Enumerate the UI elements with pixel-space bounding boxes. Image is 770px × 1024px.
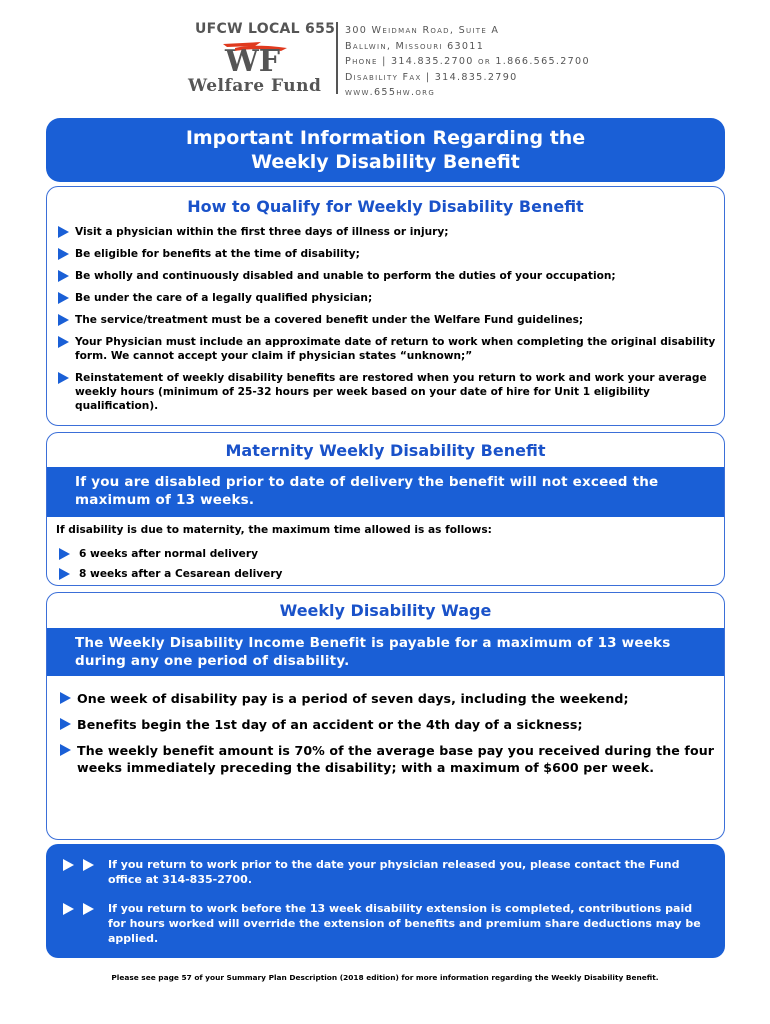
address-line: 300 Weidman Road, Suite A [345, 25, 500, 36]
list-item: Visit a physician within the first three days of illness or injury; [47, 225, 724, 239]
title-line-2: Weekly Disability Benefit [251, 151, 520, 173]
notice-text: If you return to work prior to the date your physician released you, please contact the Fund office at 314-835-2700. [108, 858, 680, 886]
notice-text: If you return to work before the 13 week disability extension is completed, contributions paid for hours worked will override the extension of benefits and premium share deductions may be applied. [108, 902, 701, 945]
maternity-heading: Maternity Weekly Disability Benefit [225, 441, 546, 460]
footer-note: Please see page 57 of your Summary Plan Description (2018 edition) for more information regarding the Weekly Disability Benefit. [111, 973, 659, 982]
triangle-bullet-icon [58, 226, 69, 238]
title-line-1: Important Information Regarding the [185, 127, 586, 149]
qualify-list [47, 225, 724, 413]
svg-text:WF: WF [225, 44, 280, 74]
triangle-bullet-icon [60, 718, 71, 730]
triangle-bullet-icon [58, 270, 69, 282]
qualify-section [46, 186, 725, 426]
triangle-bullet-icon [60, 744, 71, 756]
list-item: 6 weeks after normal delivery [47, 547, 724, 561]
list-item: 8 weeks after a Cesarean delivery [47, 567, 724, 581]
logo-union-name: UFCW LOCAL 655 [195, 21, 336, 37]
triangle-bullet-icon [58, 314, 69, 326]
triangle-bullet-icon [58, 292, 69, 304]
phone-line: Phone | 314.835.2700 or 1.866.565.2700 [345, 56, 590, 67]
triangle-bullet-icon [59, 568, 70, 580]
list-item: Reinstatement of weekly disability benefits are restored when you return to work and work your average weekly hours (minimum of 25-32 hours per week based on your date of hire for Unit 1 eligibility qualification). [47, 371, 724, 413]
maternity-section [46, 432, 725, 586]
fax-line: Disability Fax | 314.835.2790 [345, 71, 518, 83]
list-item: Your Physician must include an approximate date of return to work when completing the original disability form. We cannot accept your claim if physician states “unknown;” [47, 335, 724, 363]
header-divider [336, 22, 338, 94]
list-item: The weekly benefit amount is 70% of the average base pay you received during the four weeks immediately preceding the disability; with a maximum of $600 per week. [47, 742, 724, 776]
list-item: Be eligible for benefits at the time of disability; [47, 247, 724, 261]
contact-address [345, 23, 590, 101]
title-banner [46, 118, 725, 182]
wage-section [46, 592, 725, 840]
wf-logo-mark-icon [221, 38, 289, 74]
logo-fund-name: Welfare Fund [188, 76, 322, 96]
triangle-bullet-icon [58, 336, 69, 348]
wage-list [47, 676, 724, 776]
list-item: Be wholly and continuously disabled and unable to perform the duties of your occupation; [47, 269, 724, 283]
wage-band: The Weekly Disability Income Benefit is payable for a maximum of 13 weeks during any one period of disability. [47, 628, 724, 676]
address-line: Ballwin, Missouri 63011 [345, 40, 485, 52]
double-arrow-icon [63, 903, 103, 917]
list-item: Benefits begin the 1st day of an accident or the 4th day of a sickness; [47, 716, 724, 733]
qualify-heading: How to Qualify for Weekly Disability Benefit [187, 197, 584, 216]
triangle-bullet-icon [60, 692, 71, 704]
maternity-band: If you are disabled prior to date of delivery the benefit will not exceed the maximum of 13 weeks. [47, 467, 724, 517]
fund-logo [183, 20, 336, 96]
return-to-work-notices [46, 844, 725, 958]
triangle-bullet-icon [58, 248, 69, 260]
list-item: The service/treatment must be a covered benefit under the Welfare Fund guidelines; [47, 313, 724, 327]
list-item: One week of disability pay is a period of seven days, including the weekend; [47, 690, 724, 707]
website-line: www.655hw.org [345, 87, 436, 98]
triangle-bullet-icon [58, 372, 69, 384]
maternity-note: If disability is due to maternity, the maximum time allowed is as follows: [56, 524, 492, 536]
list-item: Be under the care of a legally qualified physician; [47, 291, 724, 305]
wage-heading: Weekly Disability Wage [279, 601, 492, 620]
double-arrow-icon [63, 859, 103, 873]
triangle-bullet-icon [59, 548, 70, 560]
letterhead [183, 20, 603, 96]
